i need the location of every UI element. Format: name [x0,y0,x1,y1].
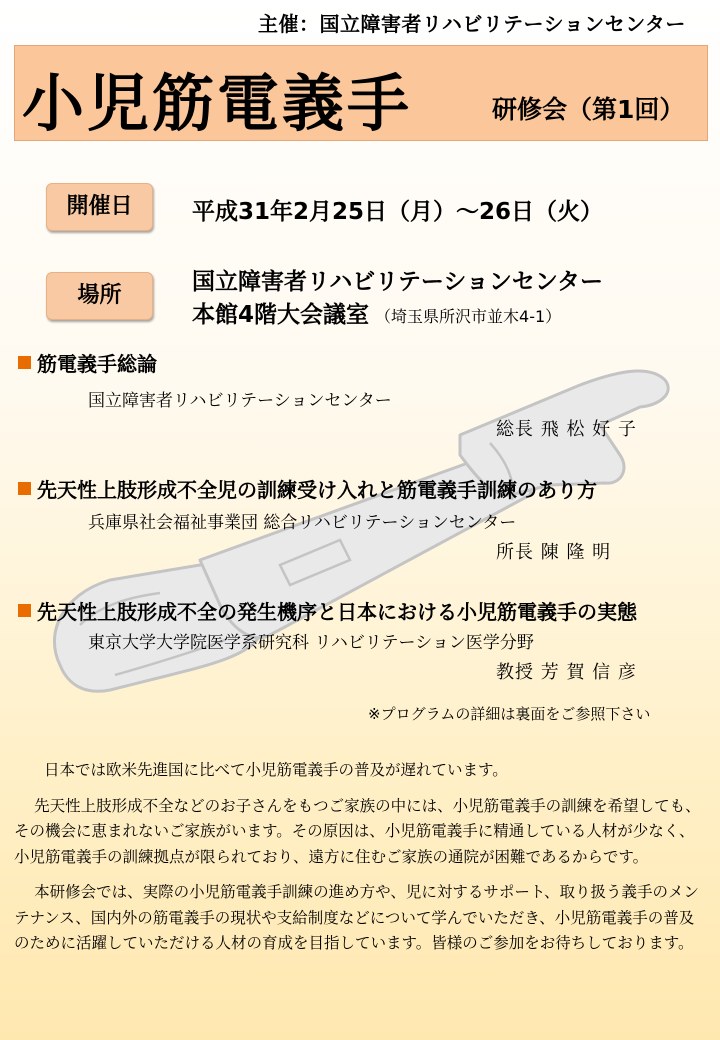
venue-room-text: 本館4階大会議室 [192,302,370,328]
square-bullet-icon [18,356,31,369]
venue-name: 国立障害者リハビリテーションセンター [192,269,604,295]
paragraph: 本研修会では、実際の小児筋電義手訓練の進め方や、児に対するサポート、取り扱う義手のメンテナンス、国内外の筋電義手の現状や支給制度などについて学んでいただき、小児筋電義手の普及のために活躍していただける人材の育成を目指しています。皆様のご参加をお待ちしております。 [14,883,699,952]
place-label: 場所 [46,272,153,320]
paragraph: 日本では欧米先進国に比べて小児筋電義手の普及が遅れています。 [44,761,508,779]
program-note: ※プログラムの詳細は裏面をご参照下さい [368,705,651,723]
speaker-organization: 兵庫県社会福祉事業団 総合リハビリテーションセンター [88,513,517,533]
section-heading [18,348,157,377]
section-title: 先天性上肢形成不全の発生機序と日本における小児筋電義手の実態 [37,600,637,624]
section-title: 先天性上肢形成不全児の訓練受け入れと筋電義手訓練のあり方 [37,478,597,502]
speaker-name: 教授 芳 賀 信 彦 [496,662,637,683]
venue-room [192,296,561,329]
page-title: 小児筋電義手 [22,67,413,140]
section-title: 筋電義手総論 [37,352,157,376]
speaker-name: 所長 陳 隆 明 [496,542,612,563]
page-subtitle: 研修会（第1回） [492,95,685,124]
speaker-name: 総長 飛 松 好 子 [496,419,637,440]
square-bullet-icon [18,604,31,617]
speaker-organization: 国立障害者リハビリテーションセンター [88,391,392,411]
date-label: 開催日 [46,183,153,231]
section-heading [18,596,637,625]
event-date: 平成31年2月25日（月）～26日（火） [192,199,604,225]
venue-address: （埼玉県所沢市並木4-1） [375,307,562,326]
square-bullet-icon [18,482,31,495]
paragraph: 先天性上肢形成不全などのお子さんをもつご家族の中には、小児筋電義手の訓練を希望しても、その機会に恵まれないご家族がいます。その原因は、小児筋電義手に精通している人材が少なく、小児筋電義手の訓練拠点が限られており、遠方に住むご家族の通院が困難であるからです。 [14,796,701,866]
organizer-text: 主催：国立障害者リハビリテーションセンター [258,12,686,36]
section-heading [18,474,597,503]
description-body [0,758,720,967]
speaker-organization: 東京大学大学院医学系研究科 リハビリテーション医学分野 [88,633,534,653]
